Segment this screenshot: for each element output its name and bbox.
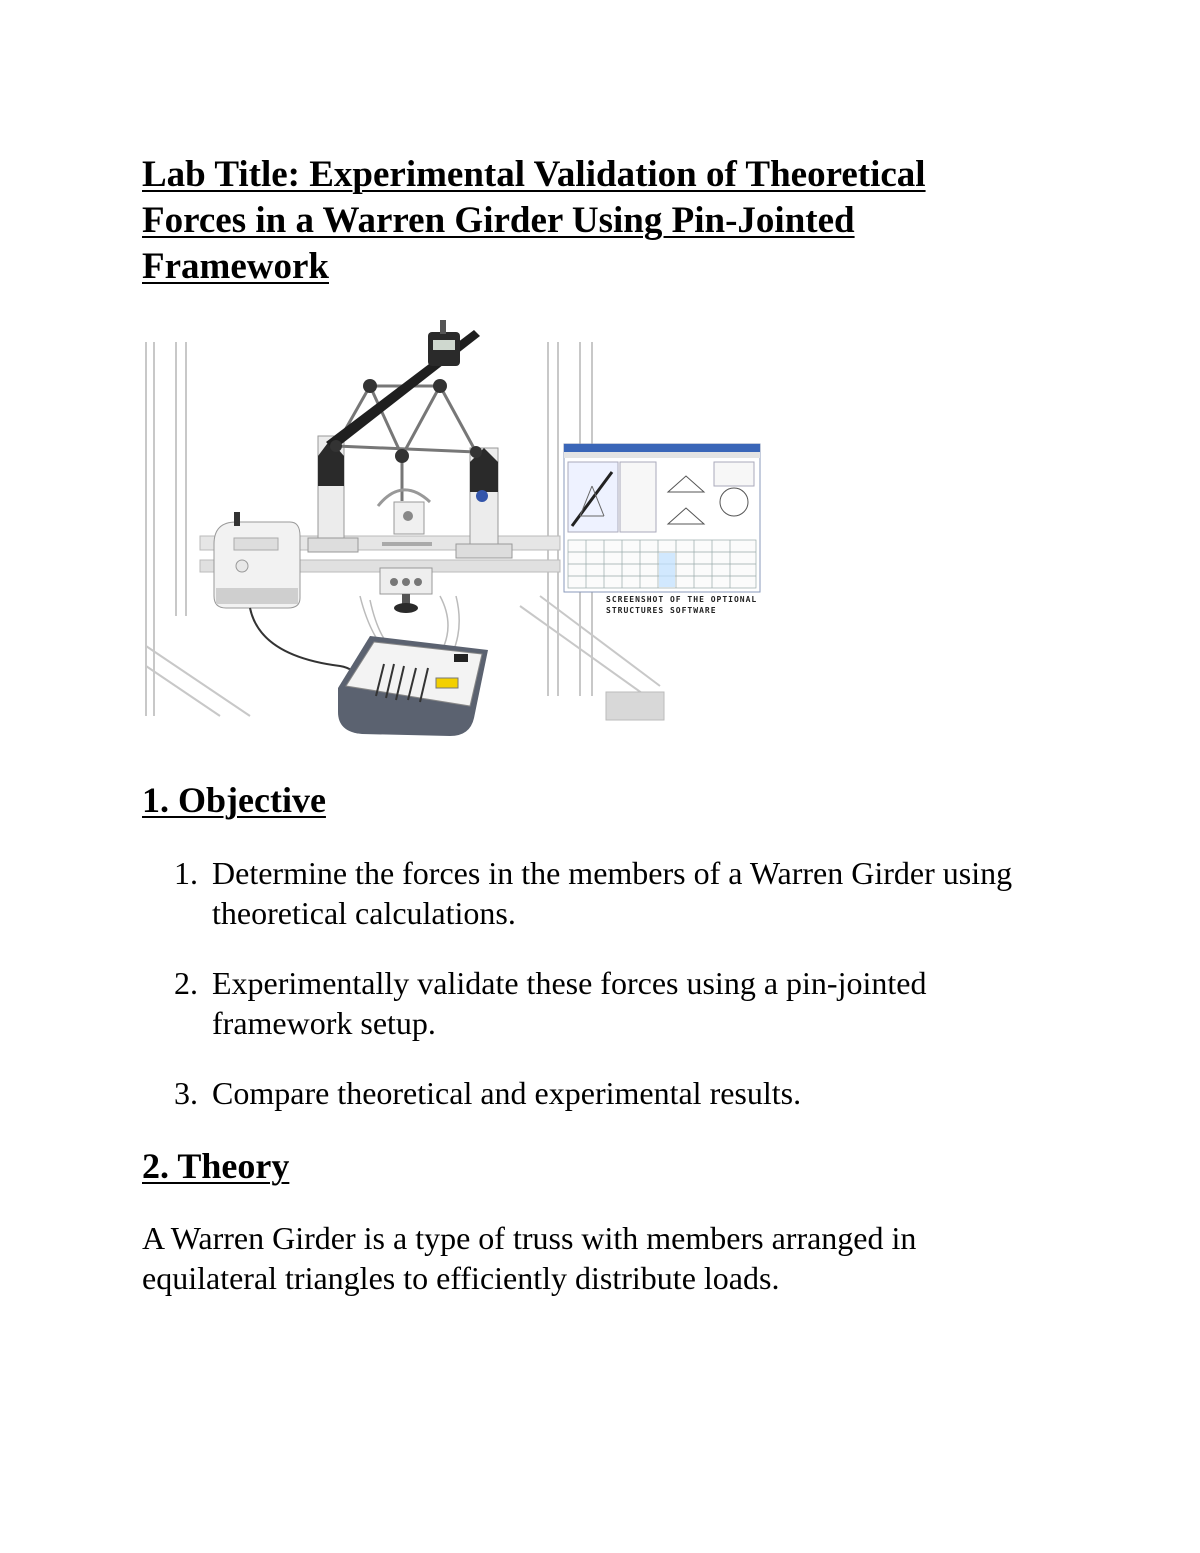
frame-foot <box>606 692 664 720</box>
interface-module <box>338 636 488 736</box>
list-item-number: 2. <box>174 965 198 1001</box>
load-cell-assembly <box>378 490 432 613</box>
list-item-text: Determine the forces in the members of a Warren Girder using theoretical calculations. <box>212 855 1013 931</box>
warren-girder-truss <box>336 386 476 501</box>
figure-caption-line-2: STRUCTURES SOFTWARE <box>606 606 717 615</box>
objective-list <box>142 853 1042 1143</box>
objective-heading: 1. Objective <box>142 780 326 820</box>
digital-display-unit <box>214 512 300 608</box>
list-item <box>142 963 1042 1043</box>
list-item-number: 3. <box>174 1075 198 1111</box>
lab-title <box>142 152 1042 290</box>
list-item-number: 1. <box>174 855 198 891</box>
list-item <box>142 1073 1042 1113</box>
list-item-text: Compare theoretical and experimental results. <box>212 1075 802 1111</box>
left-support <box>308 436 358 552</box>
software-screenshot <box>564 444 760 592</box>
dial-gauge <box>428 320 460 366</box>
lab-title-line-3: Framework <box>142 246 329 287</box>
list-item-text: Experimentally validate these forces using a pin-jointed framework setup. <box>212 965 927 1041</box>
lab-title-line-1: Lab Title: Experimental Validation of Theoretical <box>142 154 926 195</box>
apparatus-illustration <box>140 316 780 748</box>
apparatus-figure <box>140 316 780 748</box>
lab-title-line-2: Forces in a Warren Girder Using Pin-Jointed <box>142 200 855 241</box>
theory-paragraph: A Warren Girder is a type of truss with members arranged in equilateral triangles to efficiently distribute loads. <box>142 1220 917 1296</box>
list-item <box>142 853 1042 933</box>
figure-caption-line-1: SCREENSHOT OF THE OPTIONAL <box>606 595 758 604</box>
theory-heading: 2. Theory <box>142 1146 290 1186</box>
